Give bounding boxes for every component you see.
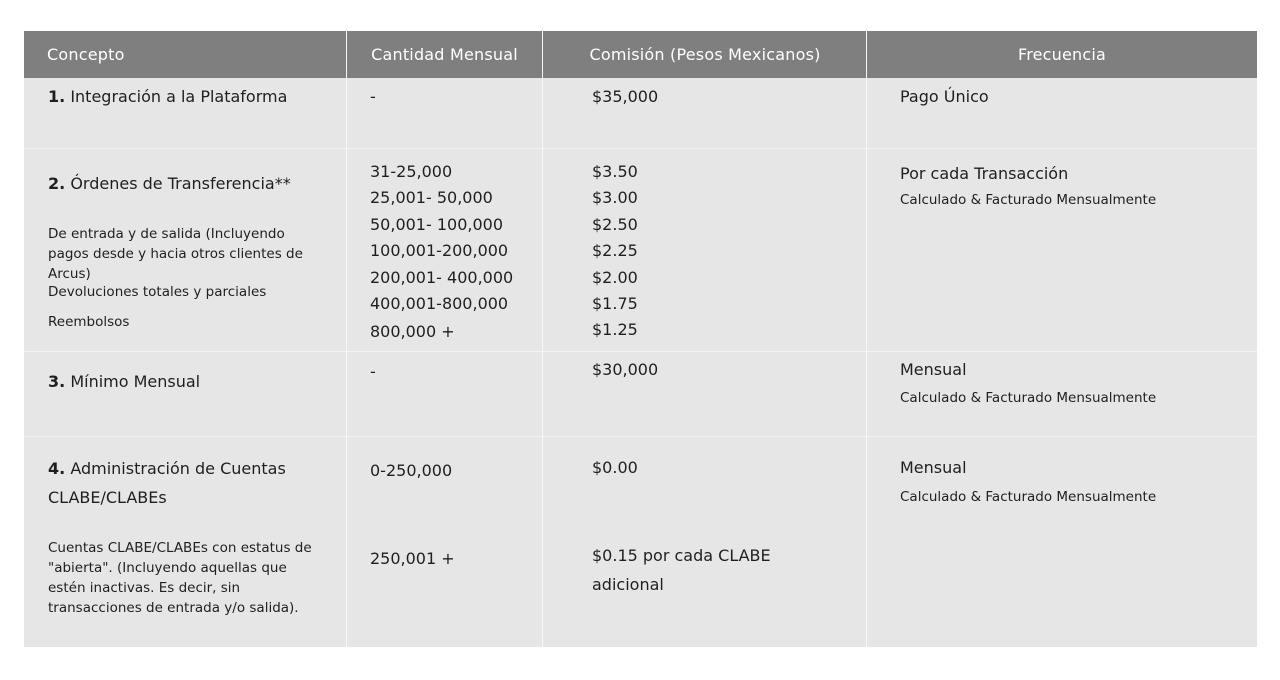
header-cantidad: Cantidad Mensual	[371, 45, 518, 64]
row-title: Órdenes de Transferencia**	[70, 174, 291, 193]
cantidad-value: 200,001- 400,000	[370, 267, 514, 287]
frecuencia-value: Mensual	[900, 458, 967, 477]
row-number: 2.	[48, 174, 66, 193]
frecuencia-value: Mensual	[900, 360, 967, 379]
table-row-title	[48, 174, 291, 193]
row-number: 4.	[48, 459, 66, 478]
row-divider	[24, 351, 1257, 352]
frecuencia-value: Pago Único	[900, 87, 989, 106]
comision-value: $0.15 por cada CLABE adicional	[592, 546, 771, 594]
header-comision: Comisión (Pesos Mexicanos)	[589, 45, 821, 64]
cantidad-value: -	[370, 362, 376, 381]
comision-value: $35,000	[592, 87, 659, 106]
cantidad-list	[370, 159, 513, 346]
cantidad-value: 25,001- 50,000	[370, 188, 493, 208]
column-divider	[346, 31, 347, 647]
cantidad-value: 31-25,000	[370, 162, 453, 181]
comision-value: $1.75	[592, 293, 638, 313]
table-row-title	[48, 454, 318, 512]
row-title: Mínimo Mensual	[70, 372, 201, 391]
table-row-title	[48, 87, 287, 106]
comision-value: $3.50	[592, 162, 638, 181]
comision-list	[592, 159, 638, 344]
cantidad-value: 400,001-800,000	[370, 293, 509, 313]
cantidad-value: -	[370, 87, 376, 106]
row-number: 3.	[48, 372, 66, 391]
row-title: Administración de Cuentas CLABE/CLABEs	[48, 459, 286, 507]
pricing-table	[24, 31, 1257, 647]
table-header	[24, 31, 1257, 78]
cantidad-value: 100,001-200,000	[370, 241, 509, 261]
frecuencia-subtext: Calculado & Facturado Mensualmente	[900, 192, 1157, 208]
comision-value: $0.00	[592, 458, 638, 477]
comision-value: $1.25	[592, 320, 638, 340]
frecuencia-value: Por cada Transacción	[900, 164, 1069, 183]
row-description: Cuentas CLABE/CLABEs con estatus de "abierta". (Incluyendo aquellas que estén inactivas. Es decir, sin transacciones de entrada y/o salida).	[48, 540, 312, 616]
table-row-title	[48, 372, 200, 391]
row-description: Reembolsos	[48, 314, 130, 330]
comision-value: $2.50	[592, 214, 638, 234]
frecuencia-subtext: Calculado & Facturado Mensualmente	[900, 390, 1157, 406]
row-divider	[24, 436, 1257, 437]
column-divider	[542, 31, 543, 647]
row-number: 1.	[48, 87, 66, 106]
cantidad-value: 250,001 +	[370, 549, 455, 568]
cantidad-value: 800,000 +	[370, 322, 455, 342]
cantidad-value: 0-250,000	[370, 461, 453, 480]
header-frecuencia: Frecuencia	[1017, 45, 1107, 64]
row-description: Devoluciones totales y parciales	[48, 284, 267, 300]
comision-value: $3.00	[592, 188, 638, 208]
column-divider	[866, 31, 867, 647]
cantidad-value: 50,001- 100,000	[370, 214, 504, 234]
row-divider	[24, 148, 1257, 149]
row-title: Integración a la Plataforma	[70, 87, 288, 106]
comision-value: $30,000	[592, 360, 659, 379]
comision-value: $2.25	[592, 241, 638, 261]
frecuencia-subtext: Calculado & Facturado Mensualmente	[900, 489, 1157, 505]
row-description: De entrada y de salida (Incluyendo pagos desde y hacia otros clientes de Arcus)	[48, 226, 303, 282]
comision-value: $2.00	[592, 267, 638, 287]
header-concepto: Concepto	[47, 45, 125, 64]
